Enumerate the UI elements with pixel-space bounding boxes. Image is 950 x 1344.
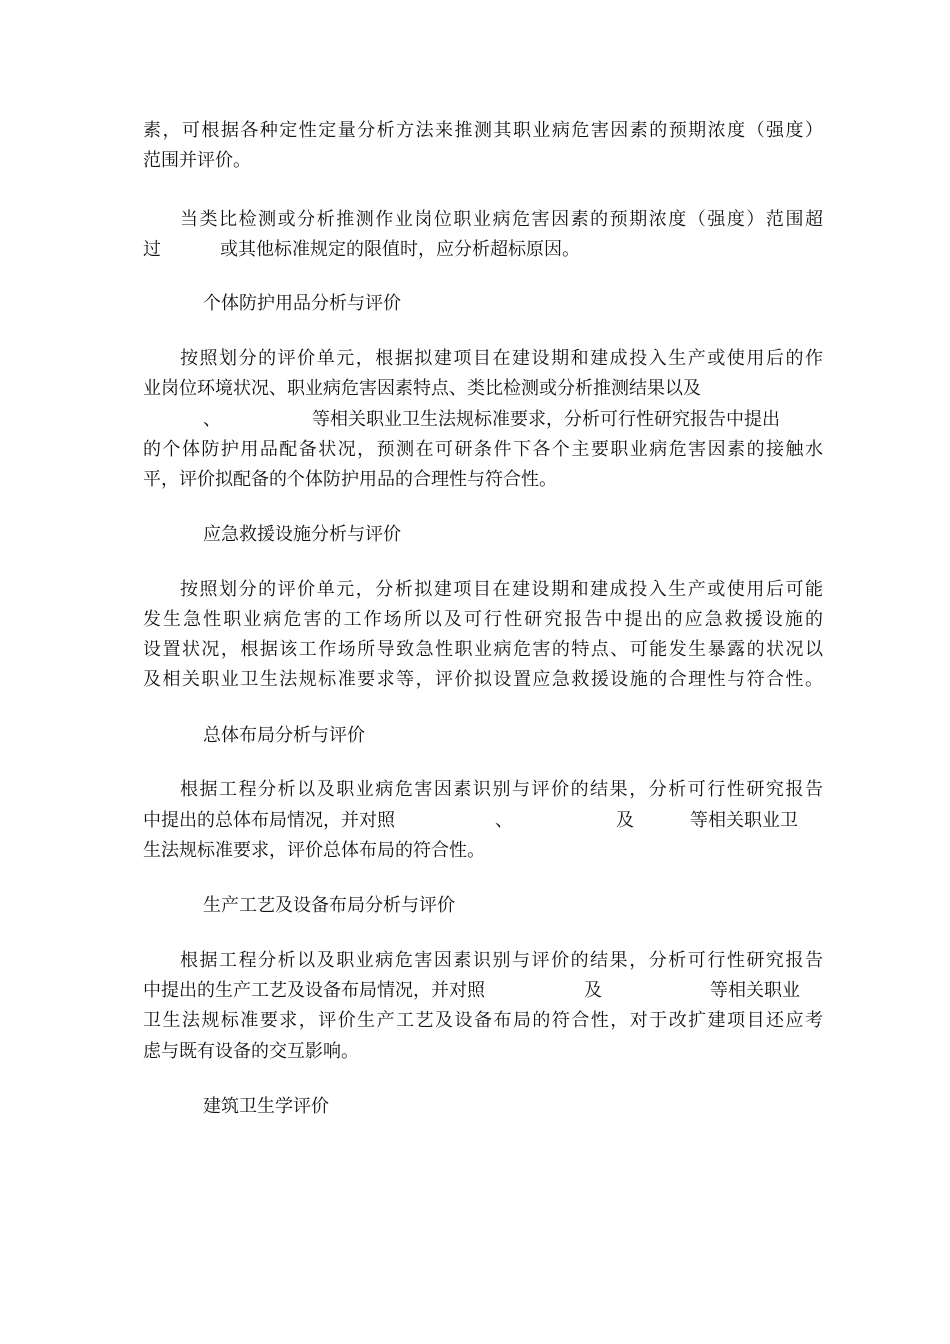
paragraph-line: 素，可根据各种定性定量分析方法来推测其职业病危害因素的预期浓度（强度） [143,120,823,141]
paragraph-line: 根据工程分析以及职业病危害因素识别与评价的结果，分析可行性研究报告 [180,950,823,971]
section-heading: 总体布局分析与评价 [203,725,365,746]
section-heading: 应急救援设施分析与评价 [203,524,401,545]
paragraph-line: 卫生法规标准要求，评价生产工艺及设备布局的符合性，对于改扩建项目还应考 [143,1010,823,1031]
paragraph-line: 及相关职业卫生法规标准要求等，评价拟设置应急救援设施的合理性与符合性。 [143,669,823,690]
paragraph-line: 范围并评价。 [143,150,251,171]
paragraph-line: 平，评价拟配备的个体防护用品的合理性与符合性。 [143,469,557,490]
text-segment: 、 [203,409,221,430]
paragraph-line: 设置状况，根据该工作场所导致急性职业病危害的特点、可能发生暴露的状况以 [143,639,823,660]
section-heading: 生产工艺及设备布局分析与评价 [203,895,455,916]
paragraph-line: 按照划分的评价单元，根据拟建项目在建设期和建成投入生产或使用后的作 [180,348,823,369]
paragraph-line: 按照划分的评价单元，分析拟建项目在建设期和建成投入生产或使用后可能 [180,579,823,600]
text-segment: 中提出的总体布局情况，并对照 [143,810,395,831]
paragraph-line: 业岗位环境状况、职业病危害因素特点、类比检测或分析推测结果以及 [143,378,701,399]
text-segment: 等相关职业卫 [690,810,798,831]
text-segment: 或其他标准规定的限值时，应分析超标原因。 [220,239,580,260]
paragraph-line: 根据工程分析以及职业病危害因素识别与评价的结果，分析可行性研究报告 [180,779,823,800]
text-segment: 中提出的生产工艺及设备布局情况，并对照 [143,980,485,1001]
paragraph-line: 虑与既有设备的交互影响。 [143,1041,359,1062]
text-segment: 及 [616,810,634,831]
paragraph-line [143,976,823,1006]
paragraph-line [143,235,823,265]
paragraph-line: 当类比检测或分析推测作业岗位职业病危害因素的预期浓度（强度）范围超 [180,209,823,230]
paragraph-line: 发生急性职业病危害的工作场所以及可行性研究报告中提出的应急救援设施的 [143,609,823,630]
paragraph-line: 生法规标准要求，评价总体布局的符合性。 [143,840,485,861]
text-segment: 等相关职业 [710,980,800,1001]
text-segment: 、 [495,810,513,831]
paragraph-line [143,405,823,435]
section-heading: 个体防护用品分析与评价 [203,293,401,314]
paragraph-line: 的个体防护用品配备状况，预测在可研条件下各个主要职业病危害因素的接触水 [143,439,823,460]
section-heading: 建筑卫生学评价 [203,1096,329,1117]
text-segment: 过 [143,239,161,260]
text-segment: 及 [584,980,602,1001]
paragraph-line [143,806,823,836]
text-segment: 等相关职业卫生法规标准要求，分析可行性研究报告中提出 [312,409,780,430]
